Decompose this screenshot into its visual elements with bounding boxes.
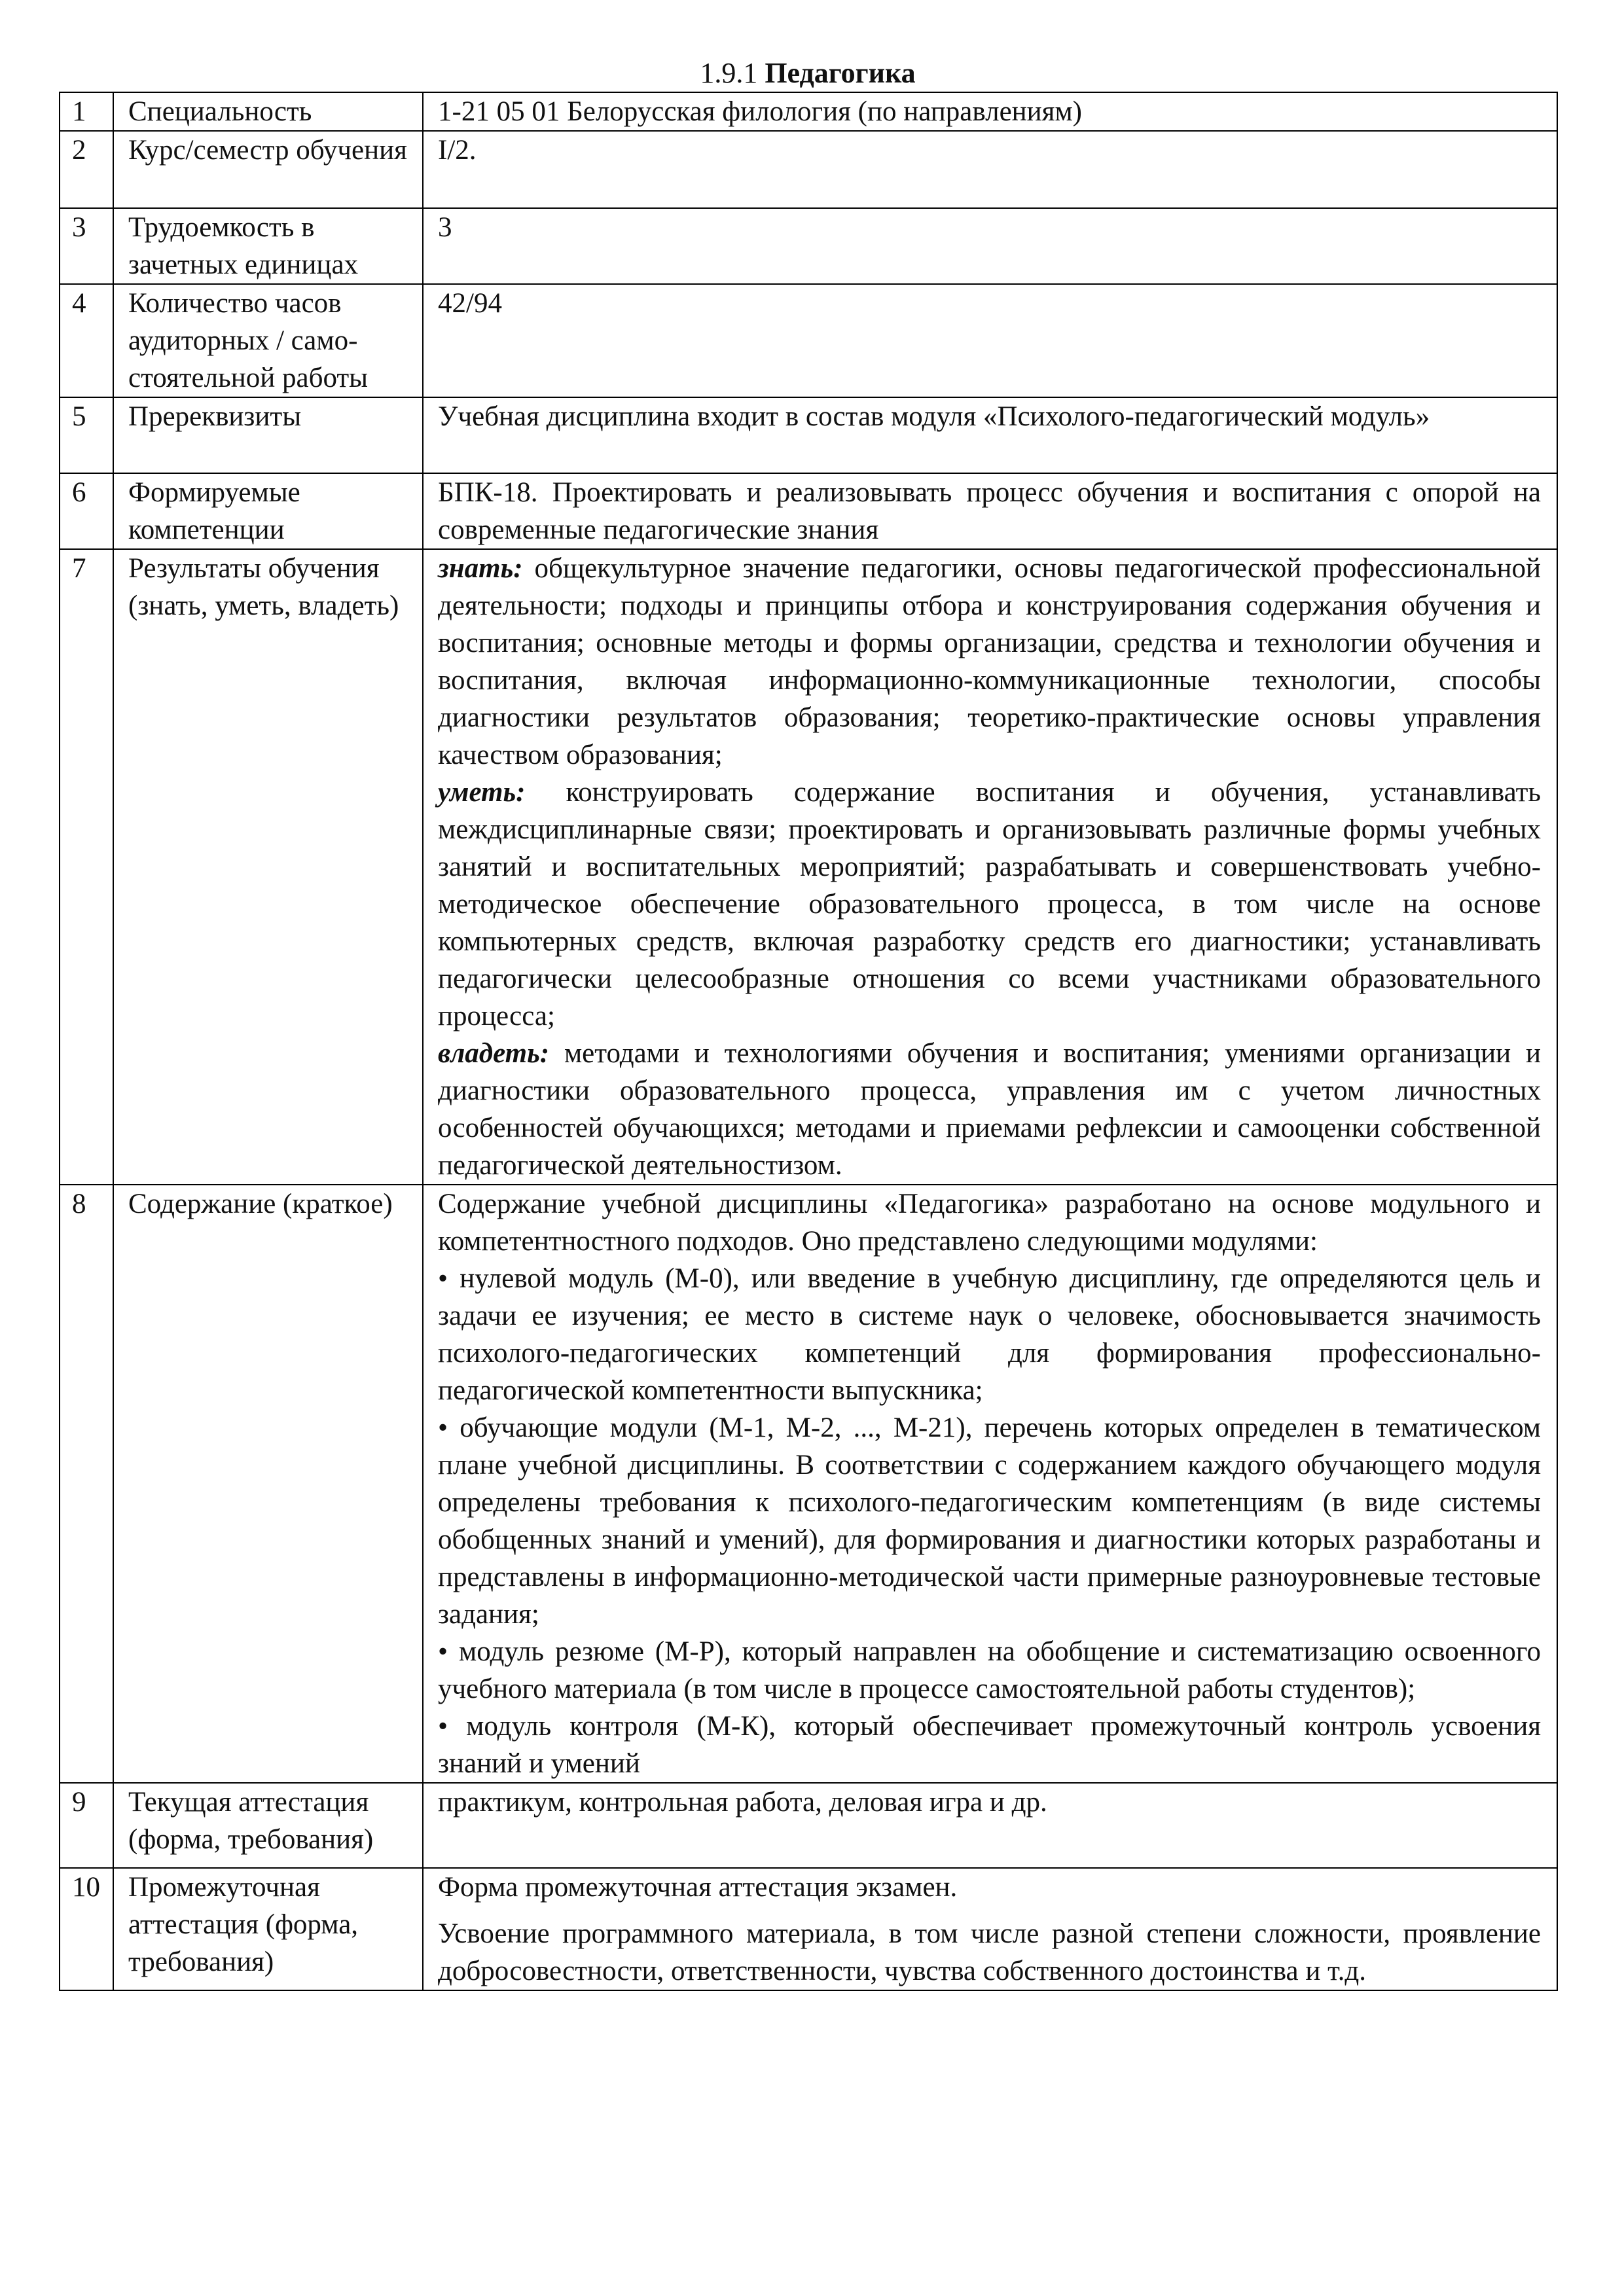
document-page [59, 55, 1557, 1991]
row-number: 10 [60, 1868, 113, 1990]
row-number: 4 [60, 284, 113, 397]
row-label: Формируемые компетенции [113, 473, 423, 549]
content-paragraph: • нулевой модуль (М-0), или введение в учебную дисциплину, где определяются цель и задачи ее изучения; ее место в системе наук о человеке, обосновывается значимость психолого-педагогических компетенций для формирования профессионально-педагогической компетентности выпускника; [438, 1263, 1541, 1406]
outcome-text: методами и технологиями обучения и воспитания; умениями организации и диагностики образовательного процесса, управления им с учетом личностных особенностей обучающихся; методами и приемами рефлексии и самооценки собственной педагогической деятельностизом. [438, 1038, 1541, 1181]
row-value [423, 549, 1557, 1185]
attestation-requirements: Усвоение программного материала, в том числе разной степени сложности, проявление добросовестности, ответственности, чувства собственного достоинства и т.д. [438, 1918, 1541, 1986]
row-number: 1 [60, 92, 113, 131]
row-value [423, 1185, 1557, 1783]
row-value: 42/94 [423, 284, 1557, 397]
learning-outcome-master [438, 1035, 1541, 1184]
learning-outcome-know [438, 550, 1541, 774]
content-paragraph: • модуль контроля (М-К), который обеспечивает промежуточный контроль усвоения знаний и умений [438, 1711, 1541, 1779]
content-paragraph: • обучающие модули (М-1, М-2, ..., М-21), перечень которых определен в тематическом плане учебной дисциплины. В соответствии с содержанием каждого обучающего модуля определены требования к психолого-педагогическим компетенциям (в виде системы обобщенных знаний и умений), для формирования и диагностики которых разработаны и представлены в информационно-методической части примерные разноуровневые тестовые задания; [438, 1412, 1541, 1630]
outcome-text: общекультурное значение педагогики, основы педагогической профессиональной деятельности; подходы и принципы отбора и конструирования содержания обучения и воспитания; основные методы и формы организации, средства и технологии обучения и воспитания, включая информационно-коммуникационные технологии, способы диагностики результатов образования; теоретико-практические основы управления качеством образования; [438, 553, 1541, 770]
title-number: 1.9.1 [700, 57, 758, 89]
row-label: Специальность [113, 92, 423, 131]
attestation-form: Форма промежуточная аттестация экзамен. [438, 1872, 958, 1903]
title-name: Педагогика [765, 57, 916, 89]
table-row [60, 1783, 1557, 1868]
discipline-table [59, 92, 1558, 1991]
row-label: Курс/семестр обучения [113, 131, 423, 208]
row-value: I/2. [423, 131, 1557, 208]
row-number: 3 [60, 208, 113, 284]
content-paragraph: • модуль резюме (М-Р), который направлен на обобщение и систематизацию освоенного учебного материала (в том числе в процессе самостоятельной работы студентов); [438, 1636, 1541, 1704]
row-value: Учебная дисциплина входит в состав модуля «Психолого-педагогический модуль» [423, 397, 1557, 473]
row-label: Результаты обучения (знать, уметь, владеть) [113, 549, 423, 1185]
row-label: Промежуточная аттестация (форма, требования) [113, 1868, 423, 1990]
row-label: Количество часов аудиторных / само-стоятельной работы [113, 284, 423, 397]
table-row [60, 284, 1557, 397]
row-number: 6 [60, 473, 113, 549]
table-row [60, 208, 1557, 284]
row-value: 1-21 05 01 Белорусская филология (по направлениям) [423, 92, 1557, 131]
learning-outcome-can [438, 774, 1541, 1035]
row-label: Содержание (краткое) [113, 1185, 423, 1783]
outcome-label: знать: [438, 553, 523, 584]
row-value: 3 [423, 208, 1557, 284]
table-row [60, 1185, 1557, 1783]
content-paragraph: Содержание учебной дисциплины «Педагогика» разработано на основе модульного и компетентностного подходов. Оно представлено следующими модулями: [438, 1189, 1541, 1257]
table-row [60, 92, 1557, 131]
row-number: 9 [60, 1783, 113, 1868]
table-row [60, 1868, 1557, 1990]
row-value [423, 1868, 1557, 1990]
row-value: практикум, контрольная работа, деловая игра и др. [423, 1783, 1557, 1868]
row-number: 5 [60, 397, 113, 473]
document-title [59, 55, 1557, 92]
table-row [60, 397, 1557, 473]
table-row [60, 131, 1557, 208]
table-row [60, 473, 1557, 549]
row-number: 8 [60, 1185, 113, 1783]
row-value: БПК-18. Проектировать и реализовывать процесс обучения и воспитания с опорой на современные педагогические знания [423, 473, 1557, 549]
row-number: 7 [60, 549, 113, 1185]
row-label: Текущая аттестация (форма, требования) [113, 1783, 423, 1868]
outcome-label: владеть: [438, 1038, 550, 1069]
outcome-text: конструировать содержание воспитания и обучения, устанавливать междисциплинарные связи; проектировать и организовывать различные формы учебных занятий и воспитательных мероприятий; разрабатывать и совершенствовать учебно-методическое обеспечение образовательного процесса, в том числе на основе компьютерных средств, включая разработку средств его диагностики; устанавливать педагогически целесообразные отношения со всеми участниками образовательного процесса; [438, 777, 1542, 1031]
row-number: 2 [60, 131, 113, 208]
row-label: Трудоемкость в зачетных единицах [113, 208, 423, 284]
outcome-label: уметь: [438, 777, 526, 808]
table-row [60, 549, 1557, 1185]
row-label: Пререквизиты [113, 397, 423, 473]
